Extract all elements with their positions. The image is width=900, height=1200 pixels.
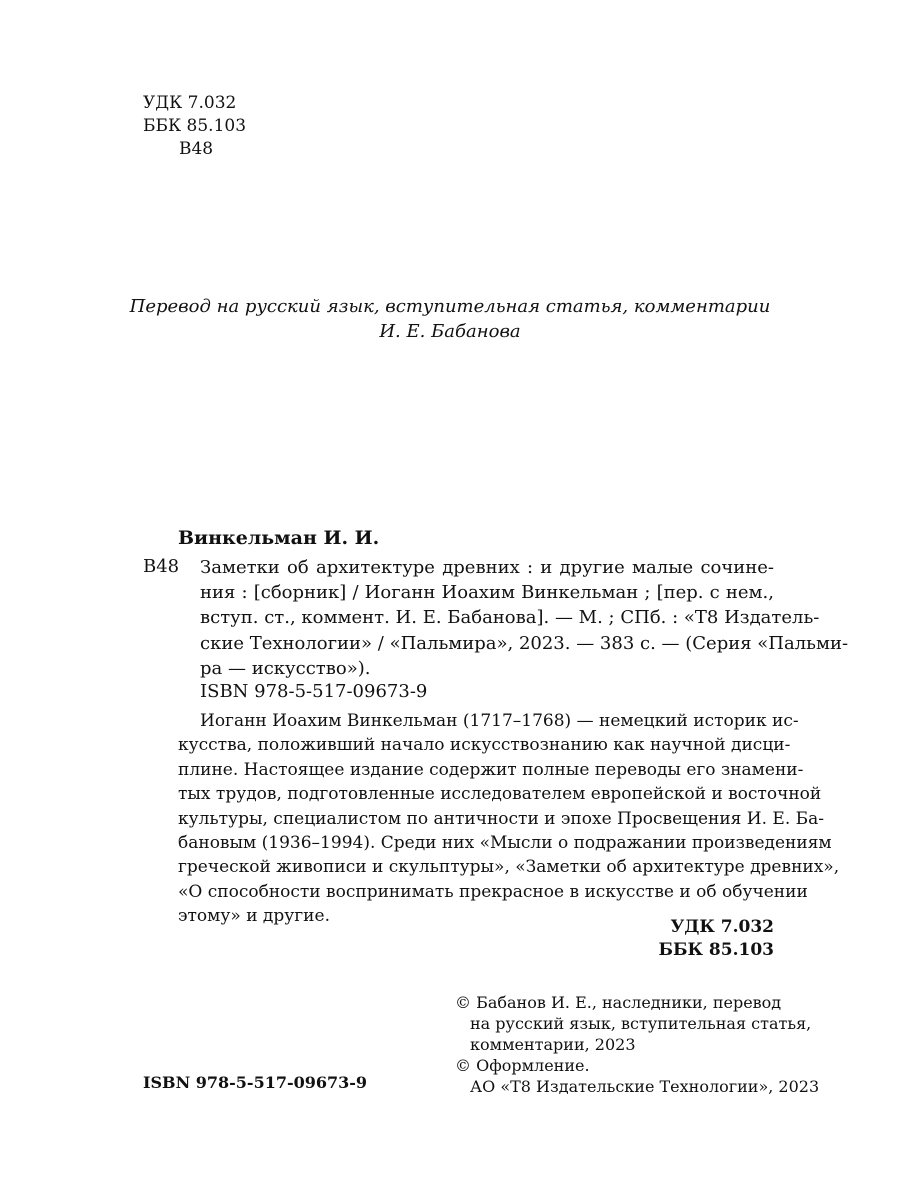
classification-codes-bottom [560,916,774,962]
bibliographic-description [200,555,849,681]
biblio-line: ния : [сборник] / Иоганн Иоахим Винкельман ; [пер. с нем., [200,582,774,604]
annotation-line: «О способности воспринимать прекрасное в искусстве и об обучении [178,881,808,902]
catalog-author-heading: Винкельман И. И. [178,527,380,549]
annotation-line: тых трудов, подготовленные исследователем европейской и восточной [178,784,822,805]
biblio-line: Заметки об архитектуре древних : и другие малые сочине- [200,557,774,578]
translator-name: И. Е. Бабанова [379,321,521,342]
biblio-line: ские Технологии» / «Пальмира», 2023. — 383 с. — (Серия «Пальми- [200,632,849,654]
isbn-bottom: ISBN 978-5-517-09673-9 [143,1073,368,1092]
classification-codes-top [143,92,246,161]
annotation-line: этому» и другие. [178,906,330,927]
copyright-line: © Бабанов И. Е., наследники, перевод [455,993,782,1012]
annotation-line: греческой живописи и скульптуры», «Заметки об архитектуре древних», [178,857,840,878]
annotation-line: кусства, положивший начало искусствознанию как научной дисци- [178,735,791,756]
translator-note [120,294,780,344]
annotation-line: плине. Настоящее издание содержит полные переводы его знамени- [178,759,804,780]
copyright-line: © Оформление. [455,1056,590,1075]
annotation-line: Иоганн Иоахим Винкельман (1717–1768) — немецкий историк ис- [200,711,799,731]
author-mark: В48 [179,139,214,159]
udk-code: УДК 7.032 [143,93,237,113]
annotation-line: культуры, специалистом по античности и эпохе Просвещения И. Е. Ба- [178,808,825,829]
udk-code-bottom: УДК 7.032 [670,917,774,937]
annotation [178,709,840,929]
biblio-line: ра — искусство»). [200,657,371,679]
catalog-isbn: ISBN 978-5-517-09673-9 [200,681,428,702]
annotation-line: бановым (1936–1994). Среди них «Мысли о подражании произведениям [178,833,832,854]
copyright-line: АО «Т8 Издательские Технологии», 2023 [470,1077,820,1096]
translator-note-line: Перевод на русский язык, вступительная статья, комментарии [129,296,771,317]
bbk-code-bottom: ББК 85.103 [658,940,774,960]
biblio-line: вступ. ст., коммент. И. Е. Бабанова]. — М. ; СПб. : «Т8 Издатель- [200,607,820,629]
copyright-line: комментарии, 2023 [470,1035,636,1054]
copyright-notice [455,992,820,1097]
copyright-line: на русский язык, вступительная статья, [470,1014,812,1033]
bbk-code: ББК 85.103 [143,116,247,136]
catalog-author-mark: В48 [143,556,180,577]
